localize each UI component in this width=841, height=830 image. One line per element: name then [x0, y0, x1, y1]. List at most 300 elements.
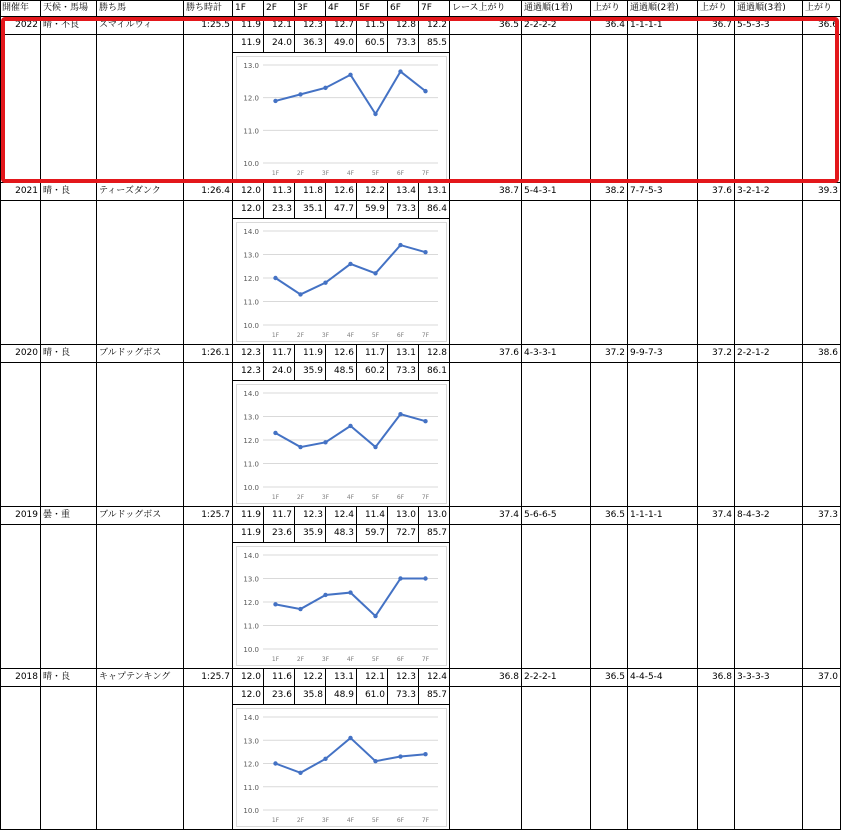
y-tick-label: 12.0 — [243, 437, 259, 445]
row-pass1: 4-3-3-1 — [522, 345, 591, 363]
x-tick-label: 2F — [296, 817, 305, 824]
lap-time: 12.8 — [388, 17, 419, 35]
row-last3-spacer — [803, 525, 841, 669]
x-tick-label: 5F — [371, 332, 380, 339]
lap-time: 13.1 — [326, 669, 357, 687]
lap-time: 11.7 — [357, 345, 388, 363]
x-tick-label: 4F — [346, 170, 355, 177]
row-last1-spacer — [591, 35, 628, 183]
y-tick-label: 10.0 — [243, 484, 259, 492]
x-tick-label: 2F — [296, 170, 305, 177]
row-winner-spacer — [97, 201, 184, 345]
row-pass2-spacer — [628, 687, 698, 830]
header-cell: 3F — [295, 0, 326, 17]
row-year: 2021 — [0, 183, 41, 201]
lap-time: 11.4 — [357, 507, 388, 525]
row-pass1-spacer — [522, 687, 591, 830]
header-cell: 通過順(3着) — [735, 0, 803, 17]
x-tick-label: 7F — [421, 332, 430, 339]
row-weather-spacer — [41, 35, 97, 183]
cumulative-time: 49.0 — [326, 35, 357, 53]
cumulative-time: 86.1 — [419, 363, 450, 381]
lap-time: 11.3 — [264, 183, 295, 201]
row-race_last-spacer — [450, 363, 522, 507]
data-point — [348, 736, 352, 740]
row-year-spacer — [0, 35, 41, 183]
cumulative-time: 60.2 — [357, 363, 388, 381]
cumulative-time: 86.4 — [419, 201, 450, 219]
y-tick-label: 13.0 — [243, 62, 259, 70]
data-point — [298, 445, 302, 449]
data-point — [323, 757, 327, 761]
row-year: 2020 — [0, 345, 41, 363]
data-point — [298, 92, 302, 96]
y-tick-label: 14.0 — [243, 552, 259, 560]
row-last2: 37.6 — [698, 183, 735, 201]
data-point — [398, 754, 402, 758]
lap-time: 12.7 — [326, 17, 357, 35]
lap-time: 11.7 — [264, 345, 295, 363]
row-last1-spacer — [591, 363, 628, 507]
row-last2: 36.7 — [698, 17, 735, 35]
row-weather-spacer — [41, 525, 97, 669]
row-time-spacer — [184, 363, 233, 507]
data-point — [373, 271, 377, 275]
x-tick-label: 7F — [421, 170, 430, 177]
data-point — [423, 576, 427, 580]
lap-line-chart — [236, 222, 447, 342]
header-cell: 2F — [264, 0, 295, 17]
x-tick-label: 7F — [421, 656, 430, 663]
x-tick-label: 2F — [296, 494, 305, 501]
row-winner: キャプテンキング — [97, 669, 184, 687]
cumulative-time: 61.0 — [357, 687, 388, 705]
row-last1: 36.5 — [591, 669, 628, 687]
lap-line-chart — [236, 708, 447, 827]
y-tick-label: 13.0 — [243, 737, 259, 746]
header-cell: 1F — [233, 0, 264, 17]
y-tick-label: 11.0 — [243, 622, 259, 631]
row-year: 2018 — [0, 669, 41, 687]
row-weather-spacer — [41, 363, 97, 507]
row-weather: 晴・良 — [41, 669, 97, 687]
lap-time: 12.3 — [388, 669, 419, 687]
row-last2-spacer — [698, 363, 735, 507]
y-tick-label: 11.0 — [243, 127, 259, 136]
row-pass3: 5-5-3-3 — [735, 17, 803, 35]
lap-time: 13.4 — [388, 183, 419, 201]
y-tick-label: 13.0 — [243, 413, 259, 422]
lap-time: 12.3 — [233, 345, 264, 363]
header-cell: 7F — [419, 0, 450, 17]
cumulative-time: 59.7 — [357, 525, 388, 543]
cumulative-time: 12.0 — [233, 201, 264, 219]
x-tick-label: 3F — [321, 817, 330, 824]
data-point — [273, 602, 277, 606]
data-point — [298, 771, 302, 775]
x-tick-label: 3F — [321, 332, 330, 339]
lap-time: 11.7 — [264, 507, 295, 525]
row-last2: 37.2 — [698, 345, 735, 363]
lap-time: 12.3 — [295, 507, 326, 525]
x-tick-label: 4F — [346, 494, 355, 501]
row-last1: 37.2 — [591, 345, 628, 363]
data-point — [373, 614, 377, 618]
row-pass1: 2-2-2-2 — [522, 17, 591, 35]
row-year-spacer — [0, 525, 41, 669]
data-point — [273, 99, 277, 103]
row-pass2-spacer — [628, 35, 698, 183]
data-point — [348, 73, 352, 77]
y-tick-label: 14.0 — [243, 714, 259, 722]
row-last1: 38.2 — [591, 183, 628, 201]
row-time: 1:25.7 — [184, 507, 233, 525]
cumulative-time: 60.5 — [357, 35, 388, 53]
x-tick-label: 1F — [271, 494, 280, 501]
row-weather-spacer — [41, 687, 97, 830]
row-winner-spacer — [97, 525, 184, 669]
lap-time: 12.0 — [233, 183, 264, 201]
header-cell: 天候・馬場 — [41, 0, 97, 17]
row-weather-spacer — [41, 201, 97, 345]
row-winner-spacer — [97, 687, 184, 830]
row-pass2-spacer — [628, 201, 698, 345]
y-tick-label: 10.0 — [243, 646, 259, 654]
row-last3-spacer — [803, 363, 841, 507]
row-weather: 晴・不良 — [41, 17, 97, 35]
row-last3-spacer — [803, 35, 841, 183]
row-last3: 38.6 — [803, 345, 841, 363]
cumulative-time: 23.3 — [264, 201, 295, 219]
data-point — [323, 440, 327, 444]
x-tick-label: 2F — [296, 332, 305, 339]
series-line — [276, 738, 426, 773]
row-year-spacer — [0, 201, 41, 345]
row-time: 1:25.5 — [184, 17, 233, 35]
x-tick-label: 4F — [346, 817, 355, 824]
y-tick-label: 14.0 — [243, 228, 259, 236]
row-last2: 37.4 — [698, 507, 735, 525]
x-tick-label: 7F — [421, 494, 430, 501]
x-tick-label: 1F — [271, 656, 280, 663]
row-pass1: 5-6-6-5 — [522, 507, 591, 525]
row-pass3: 2-2-1-2 — [735, 345, 803, 363]
lap-time: 11.9 — [295, 345, 326, 363]
x-tick-label: 3F — [321, 656, 330, 663]
lap-time: 11.9 — [233, 17, 264, 35]
series-line — [276, 245, 426, 294]
header-cell: 5F — [357, 0, 388, 17]
row-pass1: 2-2-2-1 — [522, 669, 591, 687]
row-race_last: 37.4 — [450, 507, 522, 525]
cumulative-time: 35.9 — [295, 363, 326, 381]
data-point — [348, 424, 352, 428]
x-tick-label: 6F — [396, 817, 405, 824]
row-last1-spacer — [591, 201, 628, 345]
lap-time: 12.2 — [419, 17, 450, 35]
row-winner: ブルドッグボス — [97, 507, 184, 525]
x-tick-label: 6F — [396, 332, 405, 339]
row-pass2-spacer — [628, 363, 698, 507]
row-year: 2019 — [0, 507, 41, 525]
lap-time: 12.1 — [357, 669, 388, 687]
x-tick-label: 3F — [321, 170, 330, 177]
row-weather: 晴・良 — [41, 345, 97, 363]
row-pass2: 4-4-5-4 — [628, 669, 698, 687]
row-last3-spacer — [803, 687, 841, 830]
row-time: 1:26.1 — [184, 345, 233, 363]
header-cell: 勝ち時計 — [184, 0, 233, 17]
row-pass1-spacer — [522, 525, 591, 669]
cumulative-time: 35.9 — [295, 525, 326, 543]
row-last3: 37.0 — [803, 669, 841, 687]
lap-time: 12.2 — [357, 183, 388, 201]
lap-time: 12.6 — [326, 183, 357, 201]
x-tick-label: 6F — [396, 494, 405, 501]
y-tick-label: 11.0 — [243, 783, 259, 792]
cumulative-time: 85.5 — [419, 35, 450, 53]
data-point — [323, 593, 327, 597]
lap-time: 13.0 — [419, 507, 450, 525]
row-race_last-spacer — [450, 201, 522, 345]
data-point — [348, 262, 352, 266]
row-race_last-spacer — [450, 687, 522, 830]
data-point — [298, 292, 302, 296]
series-line — [276, 414, 426, 447]
y-tick-label: 12.0 — [243, 760, 259, 769]
row-last2-spacer — [698, 35, 735, 183]
row-race_last: 36.8 — [450, 669, 522, 687]
cumulative-time: 24.0 — [264, 363, 295, 381]
y-tick-label: 11.0 — [243, 298, 259, 307]
cumulative-time: 11.9 — [233, 35, 264, 53]
cumulative-time: 73.3 — [388, 687, 419, 705]
data-point — [423, 419, 427, 423]
row-year-spacer — [0, 363, 41, 507]
data-point — [373, 112, 377, 116]
row-race_last: 36.5 — [450, 17, 522, 35]
cumulative-time: 24.0 — [264, 35, 295, 53]
row-last2-spacer — [698, 201, 735, 345]
y-tick-label: 12.0 — [243, 599, 259, 607]
header-cell: 通過順(1着) — [522, 0, 591, 17]
row-race_last: 38.7 — [450, 183, 522, 201]
x-tick-label: 6F — [396, 170, 405, 177]
lap-time: 13.1 — [419, 183, 450, 201]
y-tick-label: 13.0 — [243, 251, 259, 260]
header-cell: レース上がり — [450, 0, 522, 17]
x-tick-label: 6F — [396, 656, 405, 663]
cumulative-time: 35.1 — [295, 201, 326, 219]
cumulative-time: 73.3 — [388, 201, 419, 219]
data-point — [398, 69, 402, 73]
row-pass1-spacer — [522, 201, 591, 345]
row-time-spacer — [184, 35, 233, 183]
lap-time: 13.1 — [388, 345, 419, 363]
cumulative-time: 73.3 — [388, 35, 419, 53]
header-cell: 4F — [326, 0, 357, 17]
cumulative-time: 35.8 — [295, 687, 326, 705]
row-pass1-spacer — [522, 35, 591, 183]
row-weather: 曇・重 — [41, 507, 97, 525]
row-winner-spacer — [97, 363, 184, 507]
data-point — [323, 86, 327, 90]
row-last2: 36.8 — [698, 669, 735, 687]
y-tick-label: 11.0 — [243, 460, 259, 469]
row-pass2: 1-1-1-1 — [628, 17, 698, 35]
row-winner: スマイルウィ — [97, 17, 184, 35]
row-pass3: 3-2-1-2 — [735, 183, 803, 201]
data-point — [323, 281, 327, 285]
row-winner: ブルドッグボス — [97, 345, 184, 363]
row-race_last: 37.6 — [450, 345, 522, 363]
row-weather: 晴・良 — [41, 183, 97, 201]
row-pass3-spacer — [735, 35, 803, 183]
row-pass2: 1-1-1-1 — [628, 507, 698, 525]
header-cell: 上がり — [591, 0, 628, 17]
lap-time: 12.0 — [233, 669, 264, 687]
header-cell: 通過順(2着) — [628, 0, 698, 17]
row-last1-spacer — [591, 687, 628, 830]
header-cell: 上がり — [803, 0, 841, 17]
x-tick-label: 5F — [371, 656, 380, 663]
row-pass2-spacer — [628, 525, 698, 669]
cumulative-time: 36.3 — [295, 35, 326, 53]
lap-time: 12.3 — [295, 17, 326, 35]
row-time: 1:25.7 — [184, 669, 233, 687]
x-tick-label: 7F — [421, 817, 430, 824]
lap-time: 12.2 — [295, 669, 326, 687]
data-point — [298, 607, 302, 611]
data-point — [398, 412, 402, 416]
row-pass2: 7-7-5-3 — [628, 183, 698, 201]
y-tick-label: 13.0 — [243, 575, 259, 584]
data-point — [273, 276, 277, 280]
data-point — [273, 431, 277, 435]
series-line — [276, 72, 426, 114]
data-point — [398, 243, 402, 247]
y-tick-label: 10.0 — [243, 160, 259, 168]
row-pass3-spacer — [735, 525, 803, 669]
row-time-spacer — [184, 525, 233, 669]
data-point — [273, 761, 277, 765]
cumulative-time: 59.9 — [357, 201, 388, 219]
y-tick-label: 10.0 — [243, 807, 259, 815]
row-last3-spacer — [803, 201, 841, 345]
lap-time: 11.8 — [295, 183, 326, 201]
row-pass3-spacer — [735, 201, 803, 345]
data-point — [423, 752, 427, 756]
x-tick-label: 1F — [271, 332, 280, 339]
cumulative-time: 11.9 — [233, 525, 264, 543]
header-cell: 勝ち馬 — [97, 0, 184, 17]
row-last1: 36.4 — [591, 17, 628, 35]
row-year-spacer — [0, 687, 41, 830]
row-pass2: 9-9-7-3 — [628, 345, 698, 363]
row-last1-spacer — [591, 525, 628, 669]
data-point — [373, 759, 377, 763]
row-time-spacer — [184, 201, 233, 345]
y-tick-label: 14.0 — [243, 390, 259, 398]
cumulative-time: 48.5 — [326, 363, 357, 381]
x-tick-label: 3F — [321, 494, 330, 501]
row-pass1-spacer — [522, 363, 591, 507]
row-race_last-spacer — [450, 35, 522, 183]
row-race_last-spacer — [450, 525, 522, 669]
x-tick-label: 5F — [371, 817, 380, 824]
row-pass3-spacer — [735, 363, 803, 507]
data-point — [423, 89, 427, 93]
row-last3: 37.3 — [803, 507, 841, 525]
lap-time: 11.6 — [264, 669, 295, 687]
x-tick-label: 5F — [371, 494, 380, 501]
lap-time: 11.9 — [233, 507, 264, 525]
lap-time: 11.5 — [357, 17, 388, 35]
data-point — [398, 576, 402, 580]
row-winner-spacer — [97, 35, 184, 183]
data-point — [348, 590, 352, 594]
y-tick-label: 12.0 — [243, 94, 259, 103]
cumulative-time: 23.6 — [264, 687, 295, 705]
cumulative-time: 48.9 — [326, 687, 357, 705]
cumulative-time: 12.0 — [233, 687, 264, 705]
row-last2-spacer — [698, 525, 735, 669]
row-pass3-spacer — [735, 687, 803, 830]
cumulative-time: 85.7 — [419, 525, 450, 543]
row-last1: 36.5 — [591, 507, 628, 525]
cumulative-time: 47.7 — [326, 201, 357, 219]
lap-line-chart — [236, 546, 447, 666]
row-time: 1:26.4 — [184, 183, 233, 201]
row-pass1: 5-4-3-1 — [522, 183, 591, 201]
cumulative-time: 48.3 — [326, 525, 357, 543]
series-line — [276, 579, 426, 617]
row-last3: 39.3 — [803, 183, 841, 201]
row-time-spacer — [184, 687, 233, 830]
lap-time: 12.6 — [326, 345, 357, 363]
lap-line-chart — [236, 384, 447, 504]
cumulative-time: 72.7 — [388, 525, 419, 543]
header-cell: 6F — [388, 0, 419, 17]
cumulative-time: 12.3 — [233, 363, 264, 381]
header-cell: 開催年 — [0, 0, 41, 17]
row-pass3: 8-4-3-2 — [735, 507, 803, 525]
row-year: 2022 — [0, 17, 41, 35]
row-pass3: 3-3-3-3 — [735, 669, 803, 687]
header-cell: 上がり — [698, 0, 735, 17]
x-tick-label: 1F — [271, 170, 280, 177]
lap-line-chart — [236, 56, 447, 180]
data-point — [373, 445, 377, 449]
y-tick-label: 10.0 — [243, 322, 259, 330]
lap-time: 13.0 — [388, 507, 419, 525]
row-winner: ティーズダンク — [97, 183, 184, 201]
x-tick-label: 4F — [346, 656, 355, 663]
cumulative-time: 85.7 — [419, 687, 450, 705]
cumulative-time: 73.3 — [388, 363, 419, 381]
row-last3: 36.6 — [803, 17, 841, 35]
lap-time: 12.1 — [264, 17, 295, 35]
lap-time: 12.4 — [326, 507, 357, 525]
x-tick-label: 4F — [346, 332, 355, 339]
row-last2-spacer — [698, 687, 735, 830]
lap-time: 12.8 — [419, 345, 450, 363]
y-tick-label: 12.0 — [243, 275, 259, 283]
lap-time: 12.4 — [419, 669, 450, 687]
data-point — [423, 250, 427, 254]
x-tick-label: 5F — [371, 170, 380, 177]
cumulative-time: 23.6 — [264, 525, 295, 543]
